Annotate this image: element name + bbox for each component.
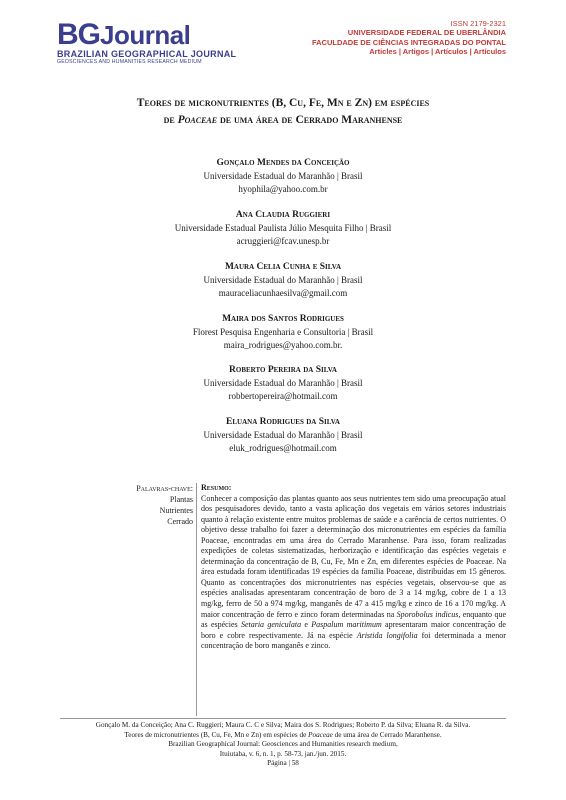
author-name: Gonçalo Mendes da Conceição [216, 158, 350, 168]
faculty-name: FACULDADE DE CIÊNCIAS INTEGRADAS DO PONTAL [311, 37, 506, 47]
author-email: robbertopereira@hotmail.com [228, 391, 338, 401]
page-number: Página | 58 [267, 759, 299, 767]
logo-subtitle: BRAZILIAN GEOGRAPHICAL JOURNAL [57, 49, 237, 59]
journal-header-info [312, 19, 506, 57]
citation-footer [60, 718, 506, 769]
author-block [60, 157, 506, 196]
keyword-item: Plantas [169, 495, 193, 504]
university-name: UNIVERSIDADE FEDERAL DE UBERLÂNDIA [347, 28, 506, 37]
author-email: hyophila@yahoo.com.br [238, 184, 328, 194]
abstract-column [201, 483, 506, 652]
abstract-text: Conhecer a composição das plantas quanto aos seus nutrientes tem sido uma preocupação atual dos pesquisadores devido, tanto a vasta aplicação dos vegetais em vários setores industriais quanto à relação existente entre muitos problemas de saúde e a carência de certos nutrientes. O objetivo desse trabalho foi fazer a determinação dos micronutrientes em espécies da família Poaceae, encontradas em uma área do Cerrado Maranhense. Para isso, foram realizadas expedições de coletas sistematizadas, herborização e identificação das espécies vegetais e determinação da concentração de B, Cu, Fe, Mn e Zn, em diferentes espécies de Poaceae. Na área estudada foram identificadas 19 espécies da família Poaceae, distribuídas em 15 gêneros. Quanto as concentrações dos micronutrientes nas espécies vegetais, observou-se que as espécies analisadas apresentaram concentração de boro de 3 a 14 mg/kg, cobre de 1 a 13 mg/kg, ferro de 50 a 974 mg/kg, manganês de 47 a 415 mg/kg e zinco de 16 a 170 mg/kg. A maior concentração de ferro e zinco foram determinadas na Sporobolus indicus, enquanto que as espécies Setaria geniculata e Paspalum maritimum apresentaram maior concentração de boro e cobre respectivamente. Já na espécie Aristida longifolia foi determinada a menor concentração de boro manganês e zinco. [201, 493, 506, 651]
author-block [60, 364, 506, 403]
footer-volume: Ituiutaba, v. 6, n. 1, p. 58-73, jan./jun. 2015. [219, 749, 347, 758]
author-email: eluk_rodrigues@hotmail.com [229, 443, 337, 453]
article-title [60, 95, 506, 129]
keywords-heading: Palavras-chave: [136, 484, 193, 493]
author-name: Eluana Rodrigues da Silva [226, 417, 340, 427]
author-block [60, 209, 506, 248]
issn-label: ISSN 2179-2321 [450, 19, 506, 28]
author-block [60, 261, 506, 300]
footer-authors: Gonçalo M. da Conceição; Ana C. Ruggieri; Maura C. C e Silva; Maira dos S. Rodrigues; Roberto P. da Silva; Eluana R. da Silva. [95, 721, 471, 729]
title-line-2: de Poaceae de uma área de Cerrado Maranhense [163, 114, 403, 126]
author-name: Roberto Pereira da Silva [229, 365, 337, 375]
author-email: maira_rodrigues@yahoo.com.br. [223, 340, 343, 350]
keywords-column [60, 483, 193, 527]
author-email: mauraceliacunhaesilva@gmail.com [218, 288, 348, 298]
keyword-item: Cerrado [167, 517, 193, 526]
footer-journal: Brazilian Geographical Journal: Geosciences and Humanities research medium, [168, 740, 398, 748]
author-block [60, 416, 506, 455]
author-affiliation: Universidade Estadual do Maranhão | Brasil [203, 171, 363, 181]
author-affiliation: Universidade Estadual do Maranhão | Brasil [203, 275, 363, 285]
article-type-tags: Articles | Artigos | Artículos | Artículos [369, 47, 506, 56]
footer-title: Teores de micronutrientes (B, Cu, Fe, Mn e Zn) em espécies de Poaceae de uma área de Cerrado Maranhense. [124, 730, 442, 739]
author-block [60, 313, 506, 352]
author-name: Maura Celia Cunha e Silva [224, 262, 342, 272]
logo-tagline: GEOSCIENCES AND HUMANITIES RESEARCH MEDIUM [57, 59, 202, 65]
author-affiliation: Universidade Estadual Paulista Júlio Mesquita Filho | Brasil [174, 223, 392, 233]
author-name: Ana Claudia Ruggieri [235, 210, 331, 220]
author-affiliation: Universidade Estadual do Maranhão | Brasil [203, 378, 363, 388]
column-divider [196, 483, 197, 716]
author-affiliation: Florest Pesquisa Engenharia e Consultoria | Brasil [192, 327, 374, 337]
author-email: acruggieri@fcav.unesp.br [236, 236, 330, 246]
author-name: Maira dos Santos Rodrigues [222, 314, 344, 324]
author-affiliation: Universidade Estadual do Maranhão | Brasil [203, 430, 363, 440]
logo-wordmark: BGJournal [57, 18, 191, 51]
keyword-item: Nutrientes [159, 506, 193, 515]
abstract-heading: Resumo: [201, 483, 232, 492]
title-line-1: Teores de micronutrientes (B, Cu, Fe, Mn e Zn) em espécies [136, 97, 430, 109]
journal-logo [57, 18, 237, 66]
